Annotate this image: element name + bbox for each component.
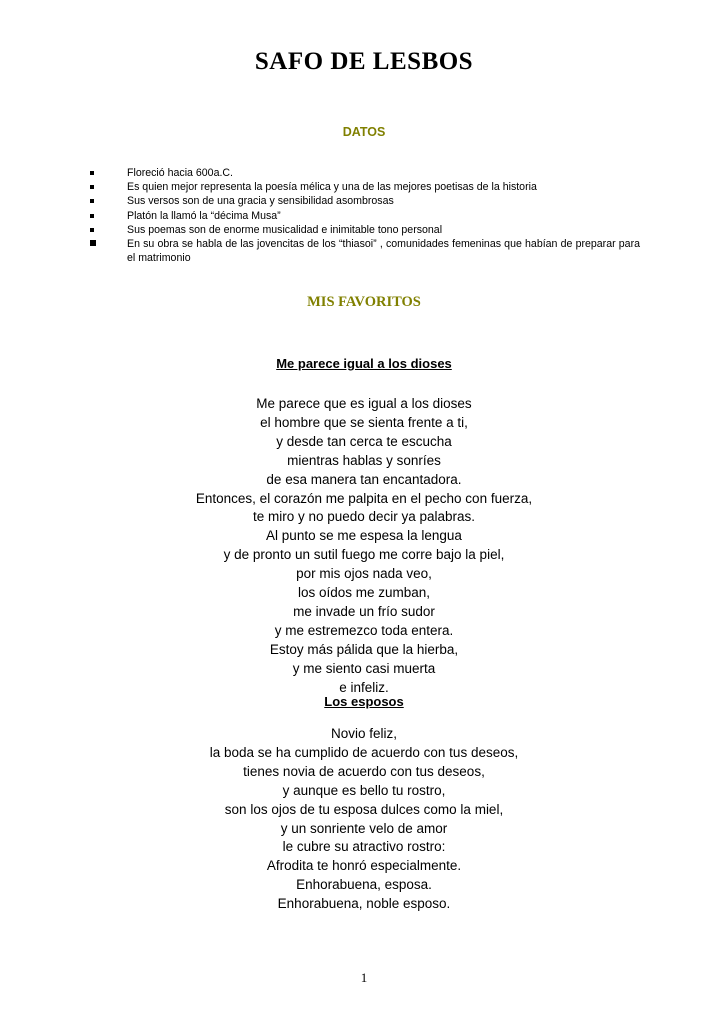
poem-line: y me estremezco toda entera.: [274, 622, 454, 638]
square-bullet-icon: [90, 185, 94, 189]
poem-line: y aunque es bello tu rostro,: [282, 782, 446, 798]
poem-line: por mis ojos nada veo,: [296, 566, 432, 582]
fact-text: Sus poemas son de enorme musicalidad e inimitable tono personal: [127, 223, 443, 236]
list-item: [90, 223, 640, 237]
square-bullet-icon: [90, 214, 94, 218]
poem-line: y de pronto un sutil fuego me corre bajo la piel,: [223, 547, 505, 563]
poem-line: Enhorabuena, esposa.: [296, 877, 432, 893]
poem-line: le cubre su atractivo rostro:: [282, 839, 446, 855]
poem-line: me invade un frío sudor: [293, 603, 435, 619]
poem-line: Entonces, el corazón me palpita en el pecho con fuerza,: [195, 490, 533, 506]
poem-line: Me parece que es igual a los dioses: [256, 396, 472, 411]
fact-text: Floreció hacia 600a.C.: [127, 167, 233, 179]
list-item: [90, 237, 640, 265]
square-bullet-icon: [90, 199, 94, 203]
poem-line: y me siento casi muerta: [292, 660, 436, 676]
poem2-title: Los esposos: [324, 694, 404, 709]
poem-line: Afrodita te honró especialmente.: [266, 858, 462, 874]
fact-text: Es quien mejor representa la poesía mélica y una de las mejores poetisas de la historia: [127, 181, 537, 194]
poem-body: [0, 395, 728, 698]
poem-line: y desde tan cerca te escucha: [276, 433, 452, 449]
fact-text: Platón la llamó la “décima Musa”: [127, 209, 281, 222]
poem-line: Enhorabuena, noble esposo.: [277, 896, 451, 912]
facts-list: [90, 166, 640, 265]
poem-line: tienes novia de acuerdo con tus deseos,: [243, 763, 485, 779]
poem-line: Estoy más pálida que la hierba,: [269, 641, 459, 657]
page-number: 1: [360, 970, 368, 985]
poem-body: [0, 725, 728, 914]
list-item: [90, 209, 640, 223]
poem-line: son los ojos de tu esposa dulces como la miel,: [224, 801, 504, 817]
poem-line: te miro y no puedo decir ya palabras.: [252, 509, 476, 525]
poem-line: Al punto se me espesa la lengua: [266, 528, 462, 544]
square-bullet-icon: [90, 228, 94, 232]
poem-line: y un sonriente velo de amor: [280, 820, 448, 836]
list-item: [90, 180, 640, 194]
poem1-title: Me parece igual a los dioses: [276, 356, 452, 371]
square-bullet-icon: [90, 171, 94, 175]
poem-title: [0, 356, 728, 371]
document-title: SAFO DE LESBOS: [254, 48, 474, 75]
poem-line: Novio feliz,: [330, 726, 398, 741]
poem-title: [0, 694, 728, 709]
favoritos-heading: MIS FAVORITOS: [307, 294, 421, 310]
fact-text: En su obra se habla de las jovencitas de los “thiasoi” , comunidades femeninas que habían de preparar para el matrimonio: [127, 238, 640, 265]
poem-line: la boda se ha cumplido de acuerdo con tus deseos,: [209, 744, 519, 760]
square-bullet-icon: [90, 240, 96, 246]
poem-line: e infeliz.: [339, 679, 389, 695]
datos-heading: DATOS: [342, 125, 386, 139]
poem-line: de esa manera tan encantadora.: [266, 471, 462, 487]
poem-line: los oídos me zumban,: [297, 585, 431, 601]
poem-line: el hombre que se sienta frente a ti,: [260, 414, 468, 430]
fact-text: Sus versos son de una gracia y sensibilidad asombrosas: [127, 195, 394, 208]
list-item: [90, 166, 640, 180]
poem-line: mientras hablas y sonríes: [287, 452, 441, 468]
list-item: [90, 194, 640, 208]
